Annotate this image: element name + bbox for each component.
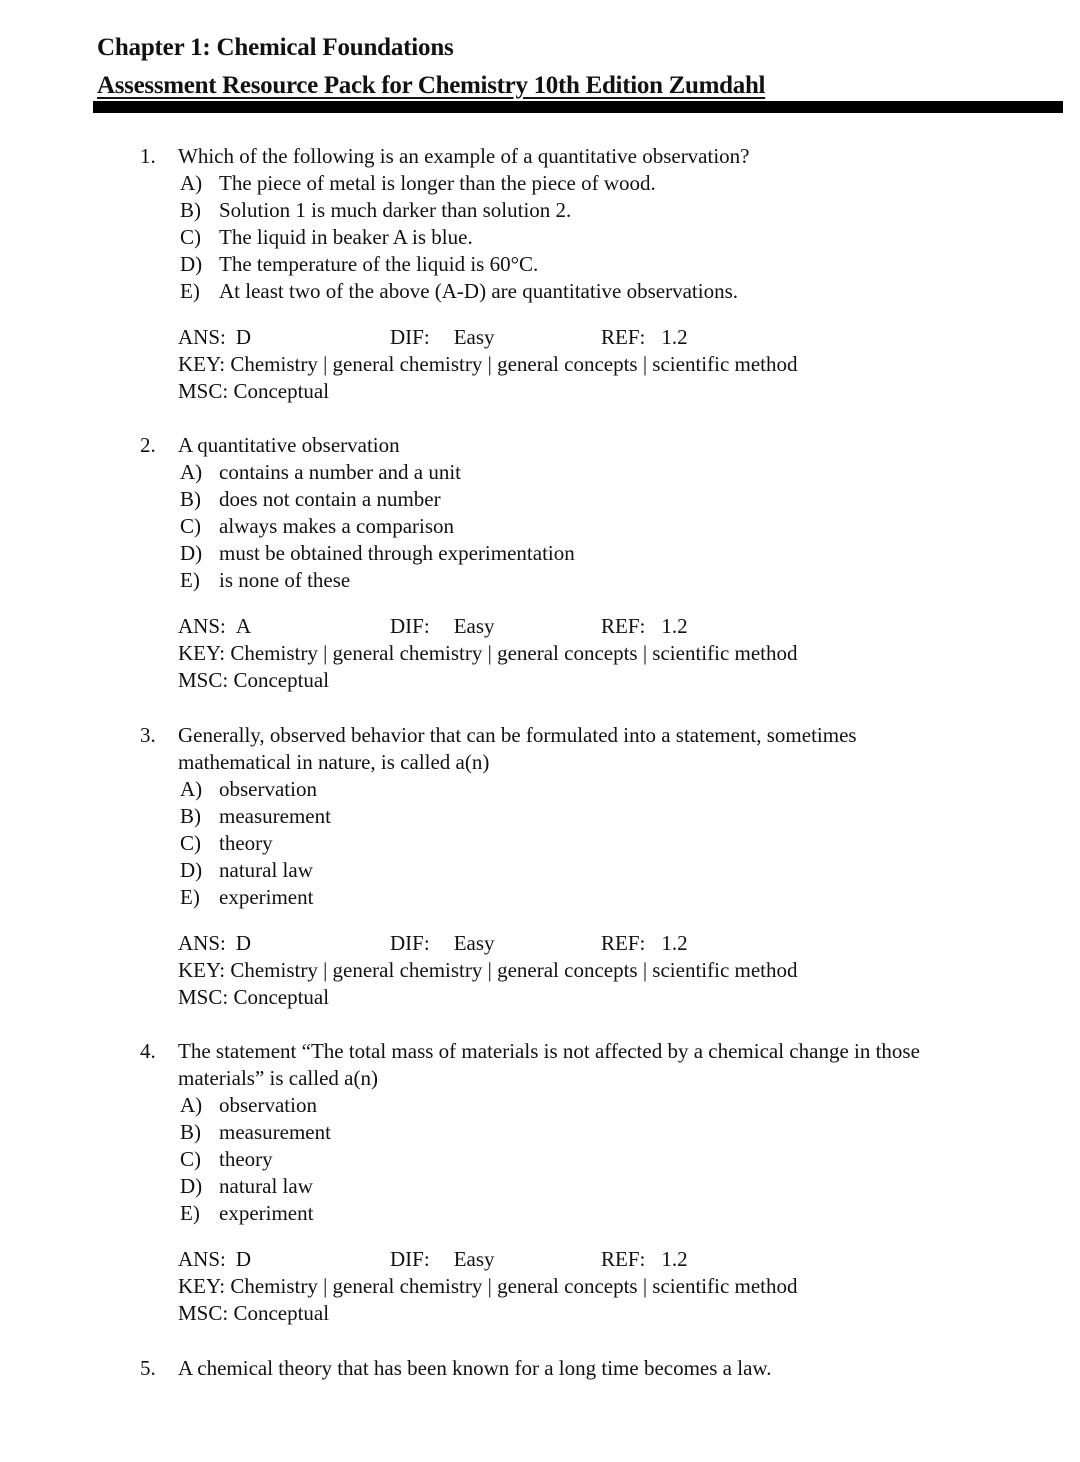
choice-e [178, 884, 1040, 911]
question-stem [140, 432, 1040, 459]
choice-text: is none of these [219, 568, 351, 592]
question-number: 2. [140, 433, 156, 457]
question-stem [140, 143, 1040, 170]
dif-field [390, 930, 495, 957]
dif-value: Easy [453, 931, 495, 955]
answer-metadata [178, 613, 1040, 694]
ans-dif-ref-row [178, 1246, 1040, 1273]
choice-b [178, 197, 1040, 224]
ref-label: REF: [601, 1247, 646, 1271]
msc-row [178, 1300, 1040, 1327]
msc-value: Conceptual [233, 668, 330, 692]
choice-b [178, 803, 1040, 830]
msc-label: MSC: [178, 1301, 229, 1325]
msc-label: MSC: [178, 668, 229, 692]
choice-text: observation [219, 777, 317, 801]
choice-text: experiment [219, 1201, 314, 1225]
msc-label: MSC: [178, 379, 229, 403]
choice-text: must be obtained through experimentation [219, 541, 575, 565]
choice-a [178, 459, 1040, 486]
choice-a [178, 776, 1040, 803]
ans-value: D [235, 931, 252, 955]
key-row [178, 640, 1040, 667]
choice-text: experiment [219, 885, 314, 909]
question-number: 3. [140, 723, 156, 747]
ans-field [178, 613, 251, 640]
msc-value: Conceptual [233, 379, 330, 403]
msc-label: MSC: [178, 985, 229, 1009]
dif-label: DIF: [390, 325, 430, 349]
key-value: Chemistry | general chemistry | general concepts | scientific method [230, 958, 798, 982]
choice-text: At least two of the above (A-D) are quantitative observations. [219, 279, 739, 303]
choice-letter: E) [180, 1201, 200, 1225]
dif-value: Easy [453, 614, 495, 638]
ref-label: REF: [601, 931, 646, 955]
answer-choices [178, 459, 1040, 594]
question-text-line-1: Generally, observed behavior that can be formulated into a statement, sometimes [178, 723, 857, 747]
choice-text: observation [219, 1093, 317, 1117]
question-2 [140, 432, 1040, 694]
choice-text: Solution 1 is much darker than solution 2. [219, 198, 572, 222]
ref-field [601, 613, 688, 640]
choice-d [178, 857, 1040, 884]
key-label: KEY: [178, 958, 226, 982]
choice-letter: B) [180, 198, 201, 222]
answer-choices [178, 1092, 1040, 1227]
msc-row [178, 378, 1040, 405]
dif-field [390, 613, 495, 640]
choice-text: measurement [219, 804, 331, 828]
ref-value: 1.2 [661, 325, 688, 349]
choice-text: The temperature of the liquid is 60°C. [219, 252, 539, 276]
choice-letter: D) [180, 252, 203, 276]
question-number: 5. [140, 1356, 156, 1380]
choice-text: natural law [219, 1174, 313, 1198]
key-value: Chemistry | general chemistry | general concepts | scientific method [230, 641, 798, 665]
question-stem [140, 722, 1040, 776]
dif-value: Easy [453, 325, 495, 349]
ans-dif-ref-row [178, 613, 1040, 640]
ans-field [178, 1246, 251, 1273]
choice-text: always makes a comparison [219, 514, 455, 538]
choice-text: does not contain a number [219, 487, 441, 511]
msc-row [178, 984, 1040, 1011]
ref-value: 1.2 [661, 931, 688, 955]
ref-field [601, 324, 688, 351]
ref-label: REF: [601, 325, 646, 349]
choice-letter: E) [180, 568, 200, 592]
answer-choices [178, 776, 1040, 911]
ans-field [178, 324, 251, 351]
key-value: Chemistry | general chemistry | general concepts | scientific method [230, 352, 798, 376]
question-text: A chemical theory that has been known for a long time becomes a law. [178, 1356, 772, 1380]
question-5 [140, 1355, 1040, 1382]
choice-text: natural law [219, 858, 313, 882]
ref-field [601, 1246, 688, 1273]
choice-c [178, 830, 1040, 857]
chapter-title: Chapter 1: Chemical Foundations [97, 34, 454, 61]
question-text: A quantitative observation [178, 433, 400, 457]
choice-d [178, 540, 1040, 567]
key-label: KEY: [178, 1274, 226, 1298]
choice-letter: A) [180, 171, 203, 195]
choice-e [178, 567, 1040, 594]
choice-a [178, 170, 1040, 197]
choice-letter: D) [180, 1174, 203, 1198]
choice-letter: A) [180, 1093, 203, 1117]
choice-c [178, 224, 1040, 251]
choice-letter: C) [180, 1147, 201, 1171]
question-text: Which of the following is an example of a quantitative observation? [178, 144, 750, 168]
choice-text: The piece of metal is longer than the piece of wood. [219, 171, 656, 195]
header-rule [93, 101, 1063, 113]
ref-value: 1.2 [661, 614, 688, 638]
key-row [178, 1273, 1040, 1300]
choice-letter: C) [180, 225, 201, 249]
key-row [178, 351, 1040, 378]
key-row [178, 957, 1040, 984]
choice-letter: E) [180, 885, 200, 909]
choice-text: measurement [219, 1120, 331, 1144]
answer-choices [178, 170, 1040, 305]
ans-label: ANS: [178, 1247, 226, 1271]
question-stem [140, 1355, 1040, 1382]
dif-value: Easy [453, 1247, 495, 1271]
choice-text: theory [219, 1147, 273, 1171]
choice-text: contains a number and a unit [219, 460, 462, 484]
choice-letter: C) [180, 831, 201, 855]
choice-letter: E) [180, 279, 200, 303]
key-label: KEY: [178, 641, 226, 665]
msc-value: Conceptual [233, 985, 330, 1009]
question-number: 4. [140, 1039, 156, 1063]
question-1 [140, 143, 1040, 405]
choice-letter: B) [180, 1120, 201, 1144]
choice-c [178, 513, 1040, 540]
choice-letter: A) [180, 460, 203, 484]
ans-value: D [235, 325, 252, 349]
dif-field [390, 1246, 495, 1273]
ans-label: ANS: [178, 931, 226, 955]
choice-a [178, 1092, 1040, 1119]
choice-letter: D) [180, 541, 203, 565]
ans-field [178, 930, 251, 957]
ref-value: 1.2 [661, 1247, 688, 1271]
ans-value: D [235, 1247, 252, 1271]
choice-text: The liquid in beaker A is blue. [219, 225, 473, 249]
key-label: KEY: [178, 352, 226, 376]
choice-c [178, 1146, 1040, 1173]
dif-label: DIF: [390, 931, 430, 955]
answer-metadata [178, 930, 1040, 1011]
choice-b [178, 1119, 1040, 1146]
document-subtitle: Assessment Resource Pack for Chemistry 10th Edition Zumdahl [97, 72, 766, 99]
question-text-line-2: materials” is called a(n) [178, 1066, 378, 1090]
ans-dif-ref-row [178, 930, 1040, 957]
ans-value: A [235, 614, 252, 638]
choice-d [178, 1173, 1040, 1200]
dif-field [390, 324, 495, 351]
choice-letter: D) [180, 858, 203, 882]
ans-label: ANS: [178, 614, 226, 638]
choice-text: theory [219, 831, 273, 855]
ref-field [601, 930, 688, 957]
dif-label: DIF: [390, 1247, 430, 1271]
msc-row [178, 667, 1040, 694]
answer-metadata [178, 324, 1040, 405]
choice-d [178, 251, 1040, 278]
choice-b [178, 486, 1040, 513]
choice-letter: C) [180, 514, 201, 538]
ans-dif-ref-row [178, 324, 1040, 351]
question-text-line-2: mathematical in nature, is called a(n) [178, 750, 490, 774]
choice-letter: B) [180, 487, 201, 511]
choice-letter: A) [180, 777, 203, 801]
key-value: Chemistry | general chemistry | general concepts | scientific method [230, 1274, 798, 1298]
choice-e [178, 1200, 1040, 1227]
ans-label: ANS: [178, 325, 226, 349]
choice-letter: B) [180, 804, 201, 828]
question-text-line-1: The statement “The total mass of materials is not affected by a chemical change in those [178, 1039, 920, 1063]
question-stem [140, 1038, 1040, 1092]
question-number: 1. [140, 144, 156, 168]
msc-value: Conceptual [233, 1301, 330, 1325]
question-3 [140, 722, 1040, 1011]
question-4 [140, 1038, 1040, 1327]
answer-metadata [178, 1246, 1040, 1327]
ref-label: REF: [601, 614, 646, 638]
choice-e [178, 278, 1040, 305]
dif-label: DIF: [390, 614, 430, 638]
